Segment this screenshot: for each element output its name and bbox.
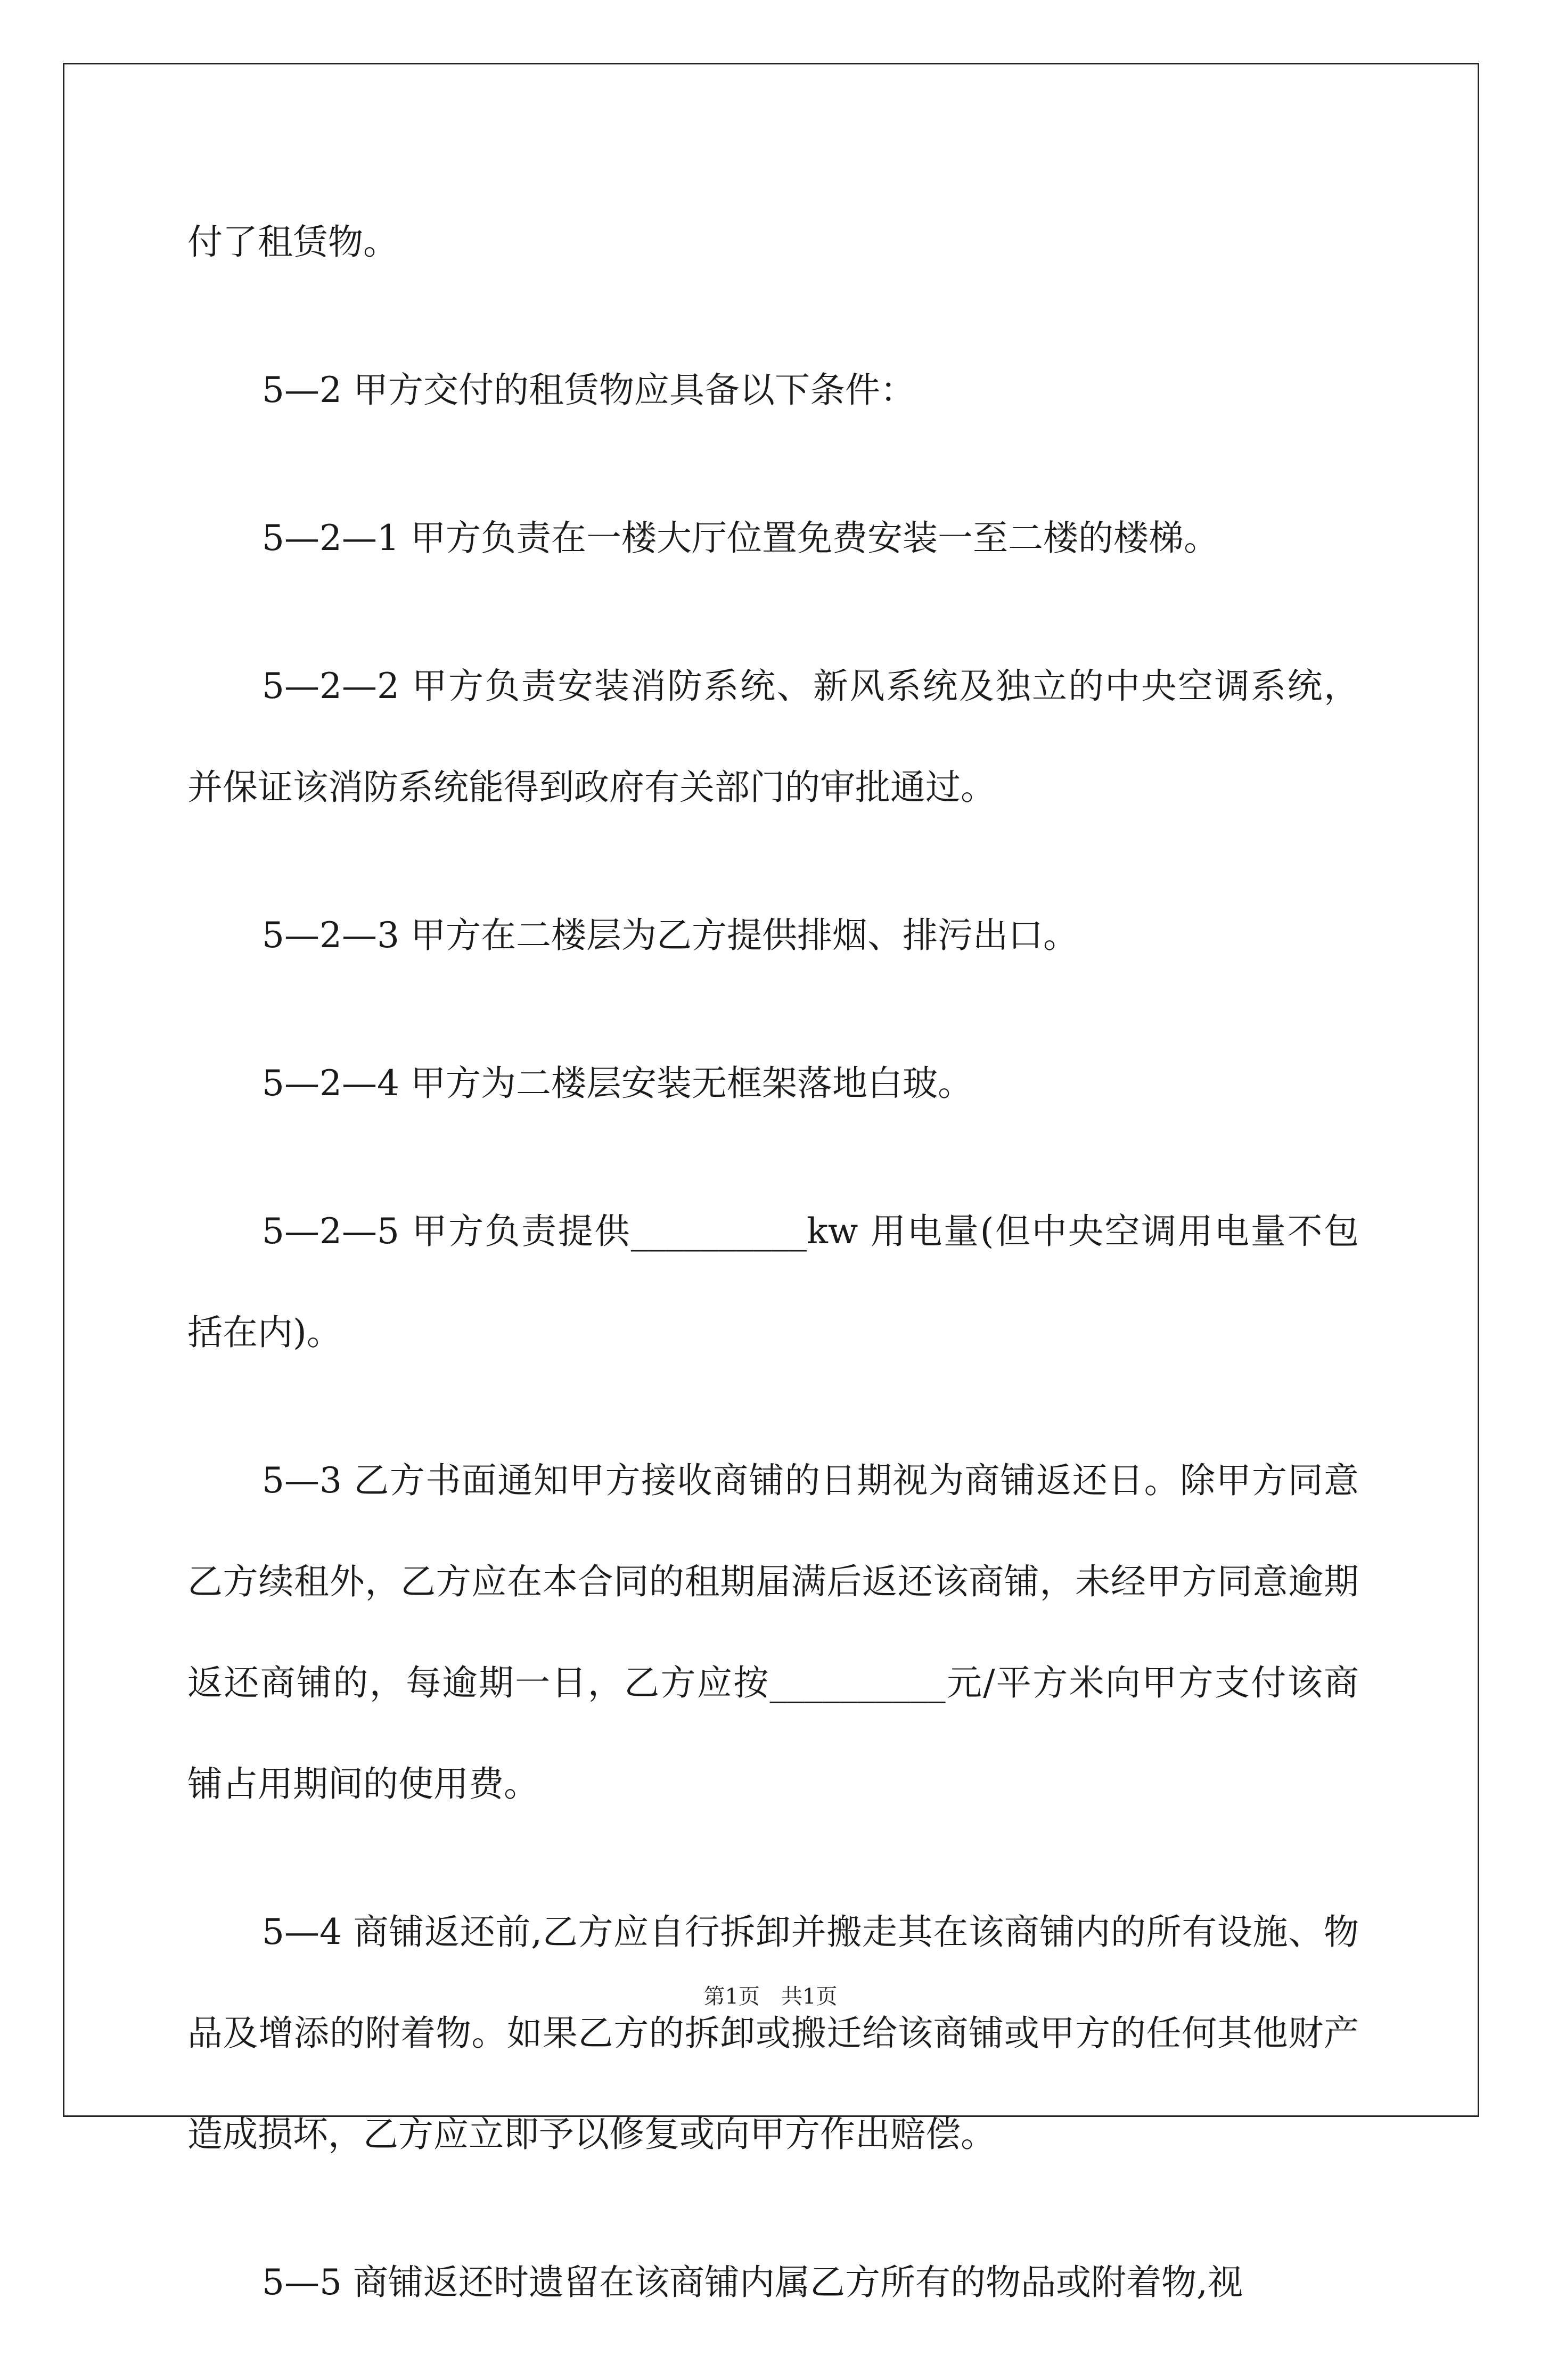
- paragraph-6: 5—2—5 甲方负责提供__________kw 用电量(但中央空调用电量不包括在内)。: [187, 1211, 1359, 1353]
- paragraph-5: 5—2—4 甲方为二楼层安装无框架落地白玻。: [262, 1063, 973, 1104]
- paragraph-3: 5—2—2 甲方负责安装消防系统、新风系统及独立的中央空调系统，并保证该消防系统能得到政府有关部门的审批通过。: [187, 666, 1359, 808]
- paragraph-9: 5—5 商铺返还时遗留在该商铺内属乙方所有的物品或附着物,视: [262, 2262, 1243, 2303]
- page-footer: 第1页 共1页: [703, 1984, 838, 2009]
- paragraph-2: 5—2—1 甲方负责在一楼大厅位置免费安装一至二楼的楼梯。: [262, 518, 1219, 559]
- paragraph-0: 付了租赁物。: [187, 221, 398, 262]
- paragraph-7: 5—3 乙方书面通知甲方接收商铺的日期视为商铺返还日。除甲方同意乙方续租外，乙方应在本合同的租期届满后返还该商铺，未经甲方同意逾期返还商铺的，每逾期一日，乙方应按__________元/平方米向甲方支付该商铺占用期间的使用费。: [187, 1460, 1359, 1804]
- paragraph-8: 5—4 商铺返还前,乙方应自行拆卸并搬走其在该商铺内的所有设施、物品及增添的附着物。如果乙方的拆卸或搬迁给该商铺或甲方的任何其他财产造成损坏，乙方应立即予以修复或向甲方作出赔偿。: [187, 1911, 1359, 2155]
- paragraph-4: 5—2—3 甲方在二楼层为乙方提供排烟、排污出口。: [262, 915, 1078, 956]
- paragraph-1: 5—2 甲方交付的租赁物应具备以下条件：: [262, 370, 915, 411]
- document-body: [187, 192, 1359, 2380]
